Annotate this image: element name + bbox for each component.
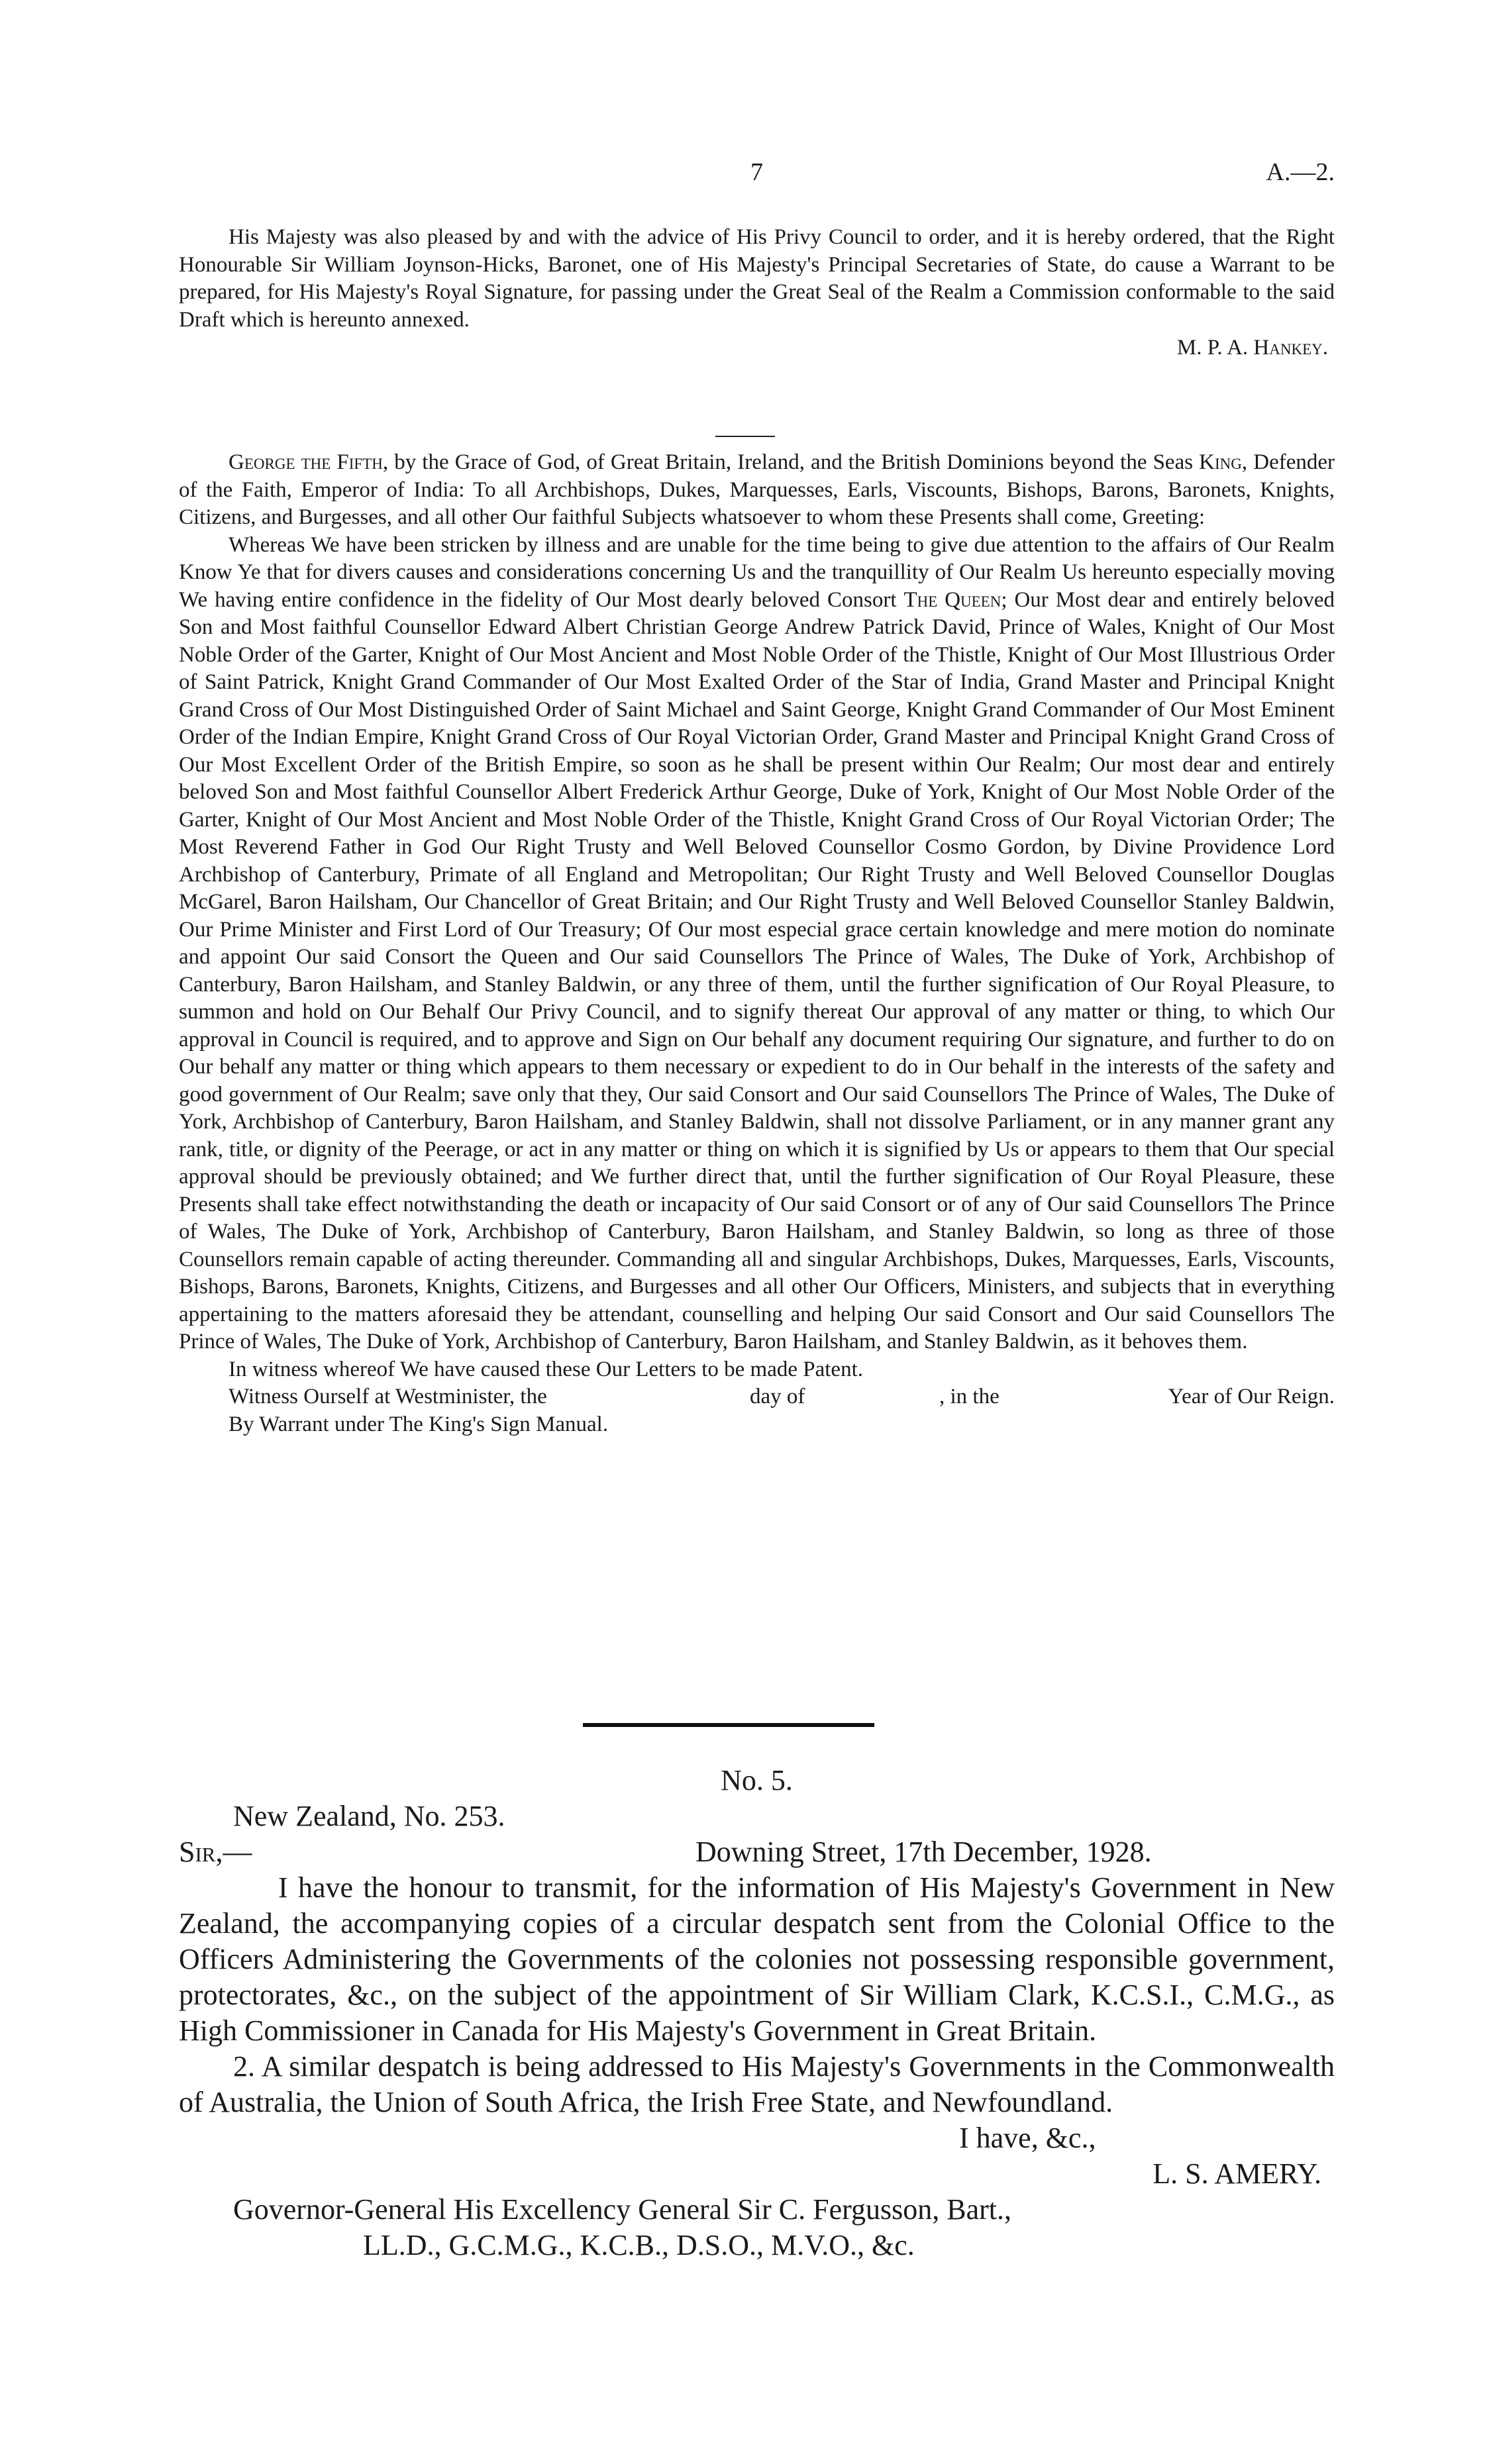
closing: I have, &c.,: [959, 2122, 1096, 2154]
privy-council-order: [179, 224, 1335, 362]
addressee-line-1: [179, 2192, 1335, 2228]
witness-year: Year of Our Reign.: [1168, 1385, 1335, 1408]
section-divider: [583, 1723, 874, 1727]
opening-text-a: , by the Grace of God, of Great Britain, Ireland, and the British Dominions beyond the Seas: [382, 450, 1200, 474]
despatch-number-line: [179, 1763, 1335, 1799]
signatory: L. S. AMERY.: [1153, 2157, 1321, 2190]
addressee-line-2: [179, 2228, 1335, 2263]
salutation-line: [179, 1834, 1335, 1870]
closing-line: [179, 2120, 1335, 2156]
commission-opening: [179, 449, 1335, 532]
king-title: King: [1199, 450, 1242, 474]
despatch-paragraph-2: 2. A similar despatch is being addressed to His Majesty's Governments in the Commonwealth of Australia, the Union of South Africa, the Irish Free State, and Newfoundland.: [179, 2050, 1335, 2118]
despatch-number: No. 5.: [721, 1764, 793, 1797]
witness-ourself: Witness Ourself at Westminister, the: [229, 1385, 547, 1408]
addressee-1: Governor-General His Excellency General Sir C. Fergusson, Bart.,: [233, 2193, 1011, 2226]
queen-title: The Queen: [903, 587, 1001, 612]
draft-commission: [179, 449, 1335, 1438]
signatory-line: [179, 2156, 1335, 2192]
commission-whereas: [179, 532, 1335, 1356]
despatch-paragraph-1: I have the honour to transmit, for the information of His Majesty's Government in New Zealand, the accompanying copies of a circular despatch sent from the Colonial Office to the Officers Administering the Governments of the colonies not possessing responsible government, protectorates, &c., on the subject of the appointment of Sir William Clark, K.C.S.I., C.M.G., as High Commissioner in Canada for His Majesty's Government in Great Britain.: [179, 1871, 1335, 2047]
addressee-2: LL.D., G.C.M.G., K.C.B., D.S.O., M.V.O., &c.: [363, 2229, 915, 2261]
witness-day-of: day of: [750, 1385, 805, 1408]
opening-text-b: , Defender of the Faith, Emperor of India: To all Archbishops, Dukes, Marquesses, Earls, Viscounts, Bishops, Barons, Baronets, Knights, Citizens, and Burgesses, and all other Our faithful Subjects whatsoever to whom these Presents shall come, Greeting:: [179, 450, 1335, 529]
order-signature: M. P. A. Hankey.: [1176, 336, 1328, 360]
running-header: [179, 158, 1335, 197]
witness-in-the: , in the: [939, 1385, 1000, 1408]
salutation: Sir,—: [179, 1836, 252, 1868]
despatch-reference-line: [179, 1799, 1335, 1834]
witness-patent: In witness whereof We have caused these Our Letters to be made Patent.: [229, 1357, 863, 1381]
warrant-line: By Warrant under The King's Sign Manual.: [229, 1412, 609, 1436]
witness-ourself-line: [179, 1383, 1335, 1411]
whereas-text-a: Whereas We have been stricken by illness and are unable for the time being to give due attention to the affairs of Our Realm Know Ye that for divers causes and considerations concerning Us and the tranquillity of Our Realm Us hereunto especially moving We having entire confidence in the fidelity of Our Most dearly beloved Consort: [179, 532, 1335, 612]
order-paragraph: His Majesty was also pleased by and with the advice of His Privy Council to order, and it is hereby ordered, that the Right Honourable Sir William Joynson-Hicks, Baronet, one of His Majesty's Principal Secretaries of State, do cause a Warrant to be prepared, for His Majesty's Royal Signature, for passing under the Great Seal of the Realm a Commission conformable to the said Draft which is hereunto annexed.: [179, 225, 1335, 332]
document-reference: A.—2.: [1266, 158, 1335, 186]
whereas-text-b: ; Our Most dear and entirely beloved Son and Most faithful Counsellor Edward Albert Christian George Andrew Patrick David, Prince of Wales, Knight of Our Most Noble Order of the Garter, Knight of Our Most Ancient and Most Noble Order of the Thistle, Knight of Our Most Illustrious Order of Saint Patrick, Knight Grand Commander of Our Most Exalted Order of the Star of India, Grand Master and Principal Knight Grand Cross of Our Most Distinguished Order of Saint Michael and Saint George, Knight Grand Commander of Our Most Eminent Order of the Indian Empire, Knight Grand Cross of Our Royal Victorian Order, Grand Master and Principal Knight Grand Cross of Our Most Excellent Order of the British Empire, so soon as he shall be present within Our Realm; Our most dear and entirely beloved Son and Most faithful Counsellor Albert Frederick Arthur George, Duke of York, Knight of Our Most Noble Order of the Garter, Knight of Our Most Ancient and Most Noble Order of the Thistle, Knight Grand Cross of Our Royal Victorian Order; The Most Reverend Father in God Our Right Trusty and Well Beloved Counsellor Cosmo Gordon, by Divine Providence Lord Archbishop of Canterbury, Primate of all England and Metropolitan; Our Right Trusty and Well Beloved Counsellor Douglas McGarel, Baron Hailsham, Our Chancellor of Great Britain; and Our Right Trusty and Well Beloved Counsellor Stanley Baldwin, Our Prime Minister and First Lord of Our Treasury; Of Our most especial grace certain knowledge and mere motion do nominate and appoint Our said Consort the Queen and Our said Counsellors The Prince of Wales, The Duke of York, Archbishop of Canterbury, Baron Hailsham, and Stanley Baldwin, or any three of them, until the further signification of Our Royal Pleasure, to summon and hold on Our Behalf Our Privy Council, and to signify thereat Our approval of any matter or thing, to which Our approval in Council is required, and to approve and Sign on Our behalf any document requiring Our signature, and further to do on Our behalf any matter or thing which appears to them necessary or expedient to do in Our behalf in the interests of the safety and good government of Our Realm; save only that they, Our said Consort and Our said Counsellors The Prince of Wales, The Duke of York, Archbishop of Canterbury, Baron Hailsham, and Stanley Baldwin, shall not dissolve Parliament, or in any manner grant any rank, title, or dignity of the Peerage, or act in any matter or thing on which it is signified by Us or appears to them that Our special approval should be previously obtained; and We further direct that, until the further signification of Our Royal Pleasure, these Presents shall take effect notwithstanding the death or incapacity of Our said Consort or of any of Our said Counsellors The Prince of Wales, The Duke of York, Archbishop of Canterbury, Baron Hailsham, and Stanley Baldwin, so long as three of those Counsellors remain capable of acting thereunder. Commanding all and singular Archbishops, Dukes, Marquesses, Earls, Viscounts, Bishops, Barons, Baronets, Knights, Citizens, and Burgesses and all other Our Officers, Ministers, and subjects that in everything appertaining to the matters aforesaid they be attendant, counselling and helping Our said Consort and Our said Counsellors The Prince of Wales, The Duke of York, Archbishop of Canterbury, Baron Hailsham, and Stanley Baldwin, as it behoves them.: [179, 587, 1335, 1354]
place-date: Downing Street, 17th December, 1928.: [695, 1836, 1152, 1868]
page-number: 7: [750, 158, 763, 186]
despatch-no-5: [179, 1763, 1335, 2263]
despatch-reference: New Zealand, No. 253.: [233, 1800, 505, 1832]
short-divider: [715, 436, 775, 437]
king-name: George the Fifth: [229, 450, 383, 474]
